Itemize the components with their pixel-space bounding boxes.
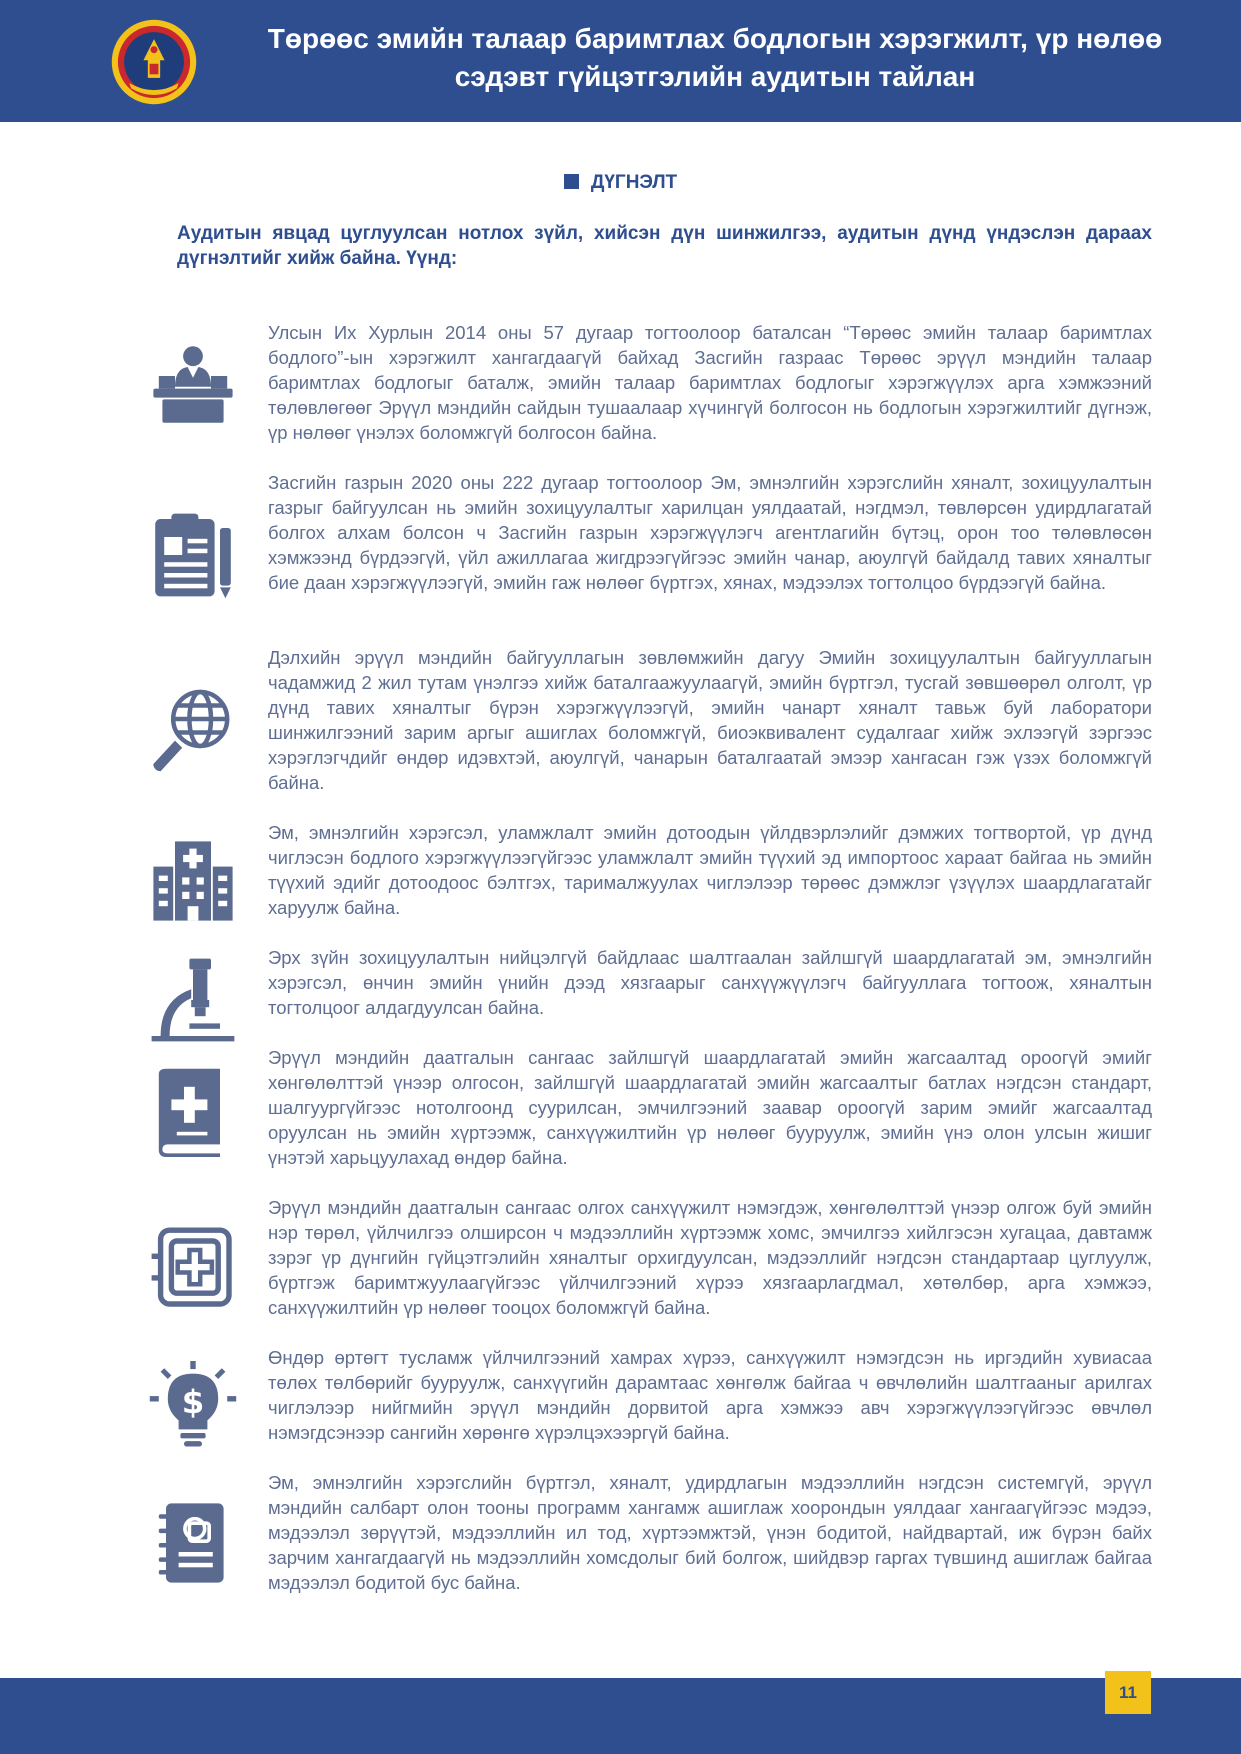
intro-paragraph: Аудитын явцад цуглуулсан нотлох зүйл, хийсэн дүн шинжилгээ, аудитын дүнд үндэслэн дараах дүгнэлтийг хийж байна. Үүнд: (177, 223, 1152, 269)
speaker-podium-icon (148, 340, 238, 430)
page-footer (0, 1678, 1241, 1754)
report-title (215, 20, 1215, 96)
section-heading-text: ДҮГНЭЛТ (590, 172, 678, 193)
report-title-line-1: Төрөөс эмийн талаар баримтлах бодлогын хэрэгжилт, үр нөлөө (267, 23, 1163, 54)
medical-card-icon (148, 1223, 238, 1313)
hospital-building-icon (148, 836, 238, 926)
square-bullet-icon (564, 174, 579, 189)
dollar-bulb-icon (148, 1361, 238, 1451)
conclusion-text: Эм, эмнэлгийн хэрэгсэл, уламжлалт эмийн дотоодын үйлдвэрлэлийг дэмжих тогтвортой, үр дүнд чиглэсэн бодлого хэрэгжүүлээгүйгээс уламжлалт эмийн түүхий эд импортоос хараат байгаа нь эмийн түүхий эдийг дотоодоос бэлтгэх, тарималжуулах чиглэлээр төрөөс дэмжлэг үзүүлэх шаардлагатайг харуулж байна. (268, 822, 1152, 918)
report-title-line-2: сэдэвт гүйцэтгэлийн аудитын тайлан (454, 61, 976, 92)
notebook-icon (148, 1498, 238, 1588)
clipboard-pen-icon (148, 510, 238, 600)
conclusion-text: Эрүүл мэндийн даатгалын сангаас олгох санхүүжилт нэмэгдэж, хөнгөлөлттэй үнээр олгож буй эмийн нэр төрөл, үйлчилгээ олширсон ч мэдээллийн хүртээмж хомс, эмчилгээ хийлгэсэн хугацаа, давтамж зэрэг үр дүнгийн гүйцэтгэлийн хяналтыг орхигдуулсан, мэдээллийг нэгдсэн стандартаар цуглуулж, бүртгэж баримтжуулаагүйгээс үйлчилгээний хүрээ хязгаарлагдмал, хөтөлбөр, арга хэмжээ, санхүүжилтийн үр нөлөөг тооцох боломжгүй байна. (268, 1197, 1152, 1318)
microscope-icon (148, 955, 238, 1045)
conclusion-text: Улсын Их Хурлын 2014 оны 57 дугаар тогтоолоор баталсан “Төрөөс эмийн талаар баримтлах бодлого”-ын хэрэгжилт хангагдаагүй байхад Засгийн газраас Төрөөс эрүүл мэндийн талаар баримтлах бодлогыг баталж, эмийн талаар баримтлах бодлогыг хэрэгжүүлэх арга хэмжээний төлөвлөгөөг Эрүүл мэндийн сайдын тушаалаар хүчингүй болгосон нь бодлогын хэрэгжилтийг дүгнэж, үр нөлөөг үнэлэх боломжгүй болгосон байна. (268, 322, 1152, 443)
page-header (0, 0, 1241, 122)
conclusion-text: Эм, эмнэлгийн хэрэгслийн бүртгэл, хяналт, удирдлагын мэдээллийн нэгдсэн системгүй, эрүүл мэндийн салбарт олон тооны программ хангамж ашиглаж хоорондын уялдааг хангаагүйгээс мэдээ, мэдээлэл зөрүүтэй, мэдээллийн ил тод, хүртээмжтэй, үнэн бодитой, найдвартай, иж бүрэн байх зарчим хангагдаагүй нь мэдээллийн хомсдолыг бий болгож, шийдвэр гаргах түвшинд ашиглаж байгаа мэдээлэл бодитой бус байна. (268, 1472, 1152, 1593)
section-heading (0, 172, 1241, 194)
globe-search-icon (148, 683, 238, 773)
medical-book-icon (148, 1067, 238, 1157)
page-number: 11 (1105, 1671, 1151, 1714)
conclusion-text: Эрүүл мэндийн даатгалын сангаас зайлшгүй шаардлагатай эмийн жагсаалтад ороогүй эмийг хөнгөлөлттэй үнээр олгосон, зайлшгүй шаардлагатай эмийн жагсаалтыг батлах нэгдсэн стандарт, шалгуургүйгээс нотолгоонд суурилсан, эмчилгээний заавар ороогүй зарим эмийг жагсаалтад оруулсан нь эмийн хүртээмж, санхүүжилтийн үр нөлөөг бууруулж, эмийн үнэ олон улсын жишиг үнэтэй харьцуулахад өндөр байна. (268, 1047, 1152, 1168)
conclusion-text: Дэлхийн эрүүл мэндийн байгууллагын зөвлөмжийн дагуу Эмийн зохицуулалтын байгууллагын чадамжид 2 жил тутам үнэлгээ хийж баталгаажуулаагүй, эмийн бүртгэл, тусгай зөвшөөрөл олголт, үр дүнд тавих хяналтыг бүрэн хэрэгжүүлээгүй, эмийн чанарт хяналт тавьж буй лаборатори шинжилгээний зарим аргыг ашиглах боломжгүй, биоэквивалент судалгааг хийж эхлээгүй зэргээс хэрэглэгчдийг өндөр идэвхтэй, аюулгүй, чанарын баталгаатай эмээр хангасан гэж үзэх боломжгүй байна. (268, 647, 1152, 793)
conclusion-text: Засгийн газрын 2020 оны 222 дугаар тогтоолоор Эм, эмнэлгийн хэрэгслийн хяналт, зохицуулалтын газрыг байгуулсан нь эмийн зохицуулалтыг харилцан уялдаатай, нэгдмэл, төвлөрсөн удирдлагатай болгох алхам болсон ч Засгийн газрын хэрэгжүүлэгч агентлагийн бүтэц, орон тоо төлөвлөсөн хэмжээнд бүрдээгүй, үйл ажиллагаа жигдрээгүйгээс эмийн чанар, аюулгүй байдалд тавих хяналтыг бие даан хэрэгжүүлээгүй, эмийн гаж нөлөөг бүртгэх, хянах, мэдээлэх тогтолцоо бүрдээгүй байна. (268, 472, 1152, 593)
conclusion-text: Өндөр өртөгт тусламж үйлчилгээний хамрах хүрээ, санхүүжилт нэмэгдсэн нь иргэдийн хувиасаа төлөх төлбөрийг бууруулж, санхүүгийн дарамтаас хөнгөлж байгаа ч өвчлөлийн шалтгааныг арилгах чиглэлээр нийгмийн эрүүл мэндийн дорвитой арга хэмжээ авч хэрэгжүүлээгүйгээс өвчлөл нэмэгдсэнээр сангийн хөрөнгө хүрэлцэхээргүй байна. (268, 1347, 1152, 1443)
svg-text:$: $ (181, 1383, 205, 1422)
conclusion-text: Эрх зүйн зохицуулалтын нийцэлгүй байдлаас шалтгаалан зайлшгүй шаардлагатай эм, эмнэлгийн хэрэгсэл, өнчин эмийн үнийн дээд хязгаарыг санхүүжүүлэгч байгууллага тогтоож, хяналтын тогтолцоог алдагдуулсан байна. (268, 947, 1152, 1018)
state-audit-logo-icon (110, 18, 198, 106)
